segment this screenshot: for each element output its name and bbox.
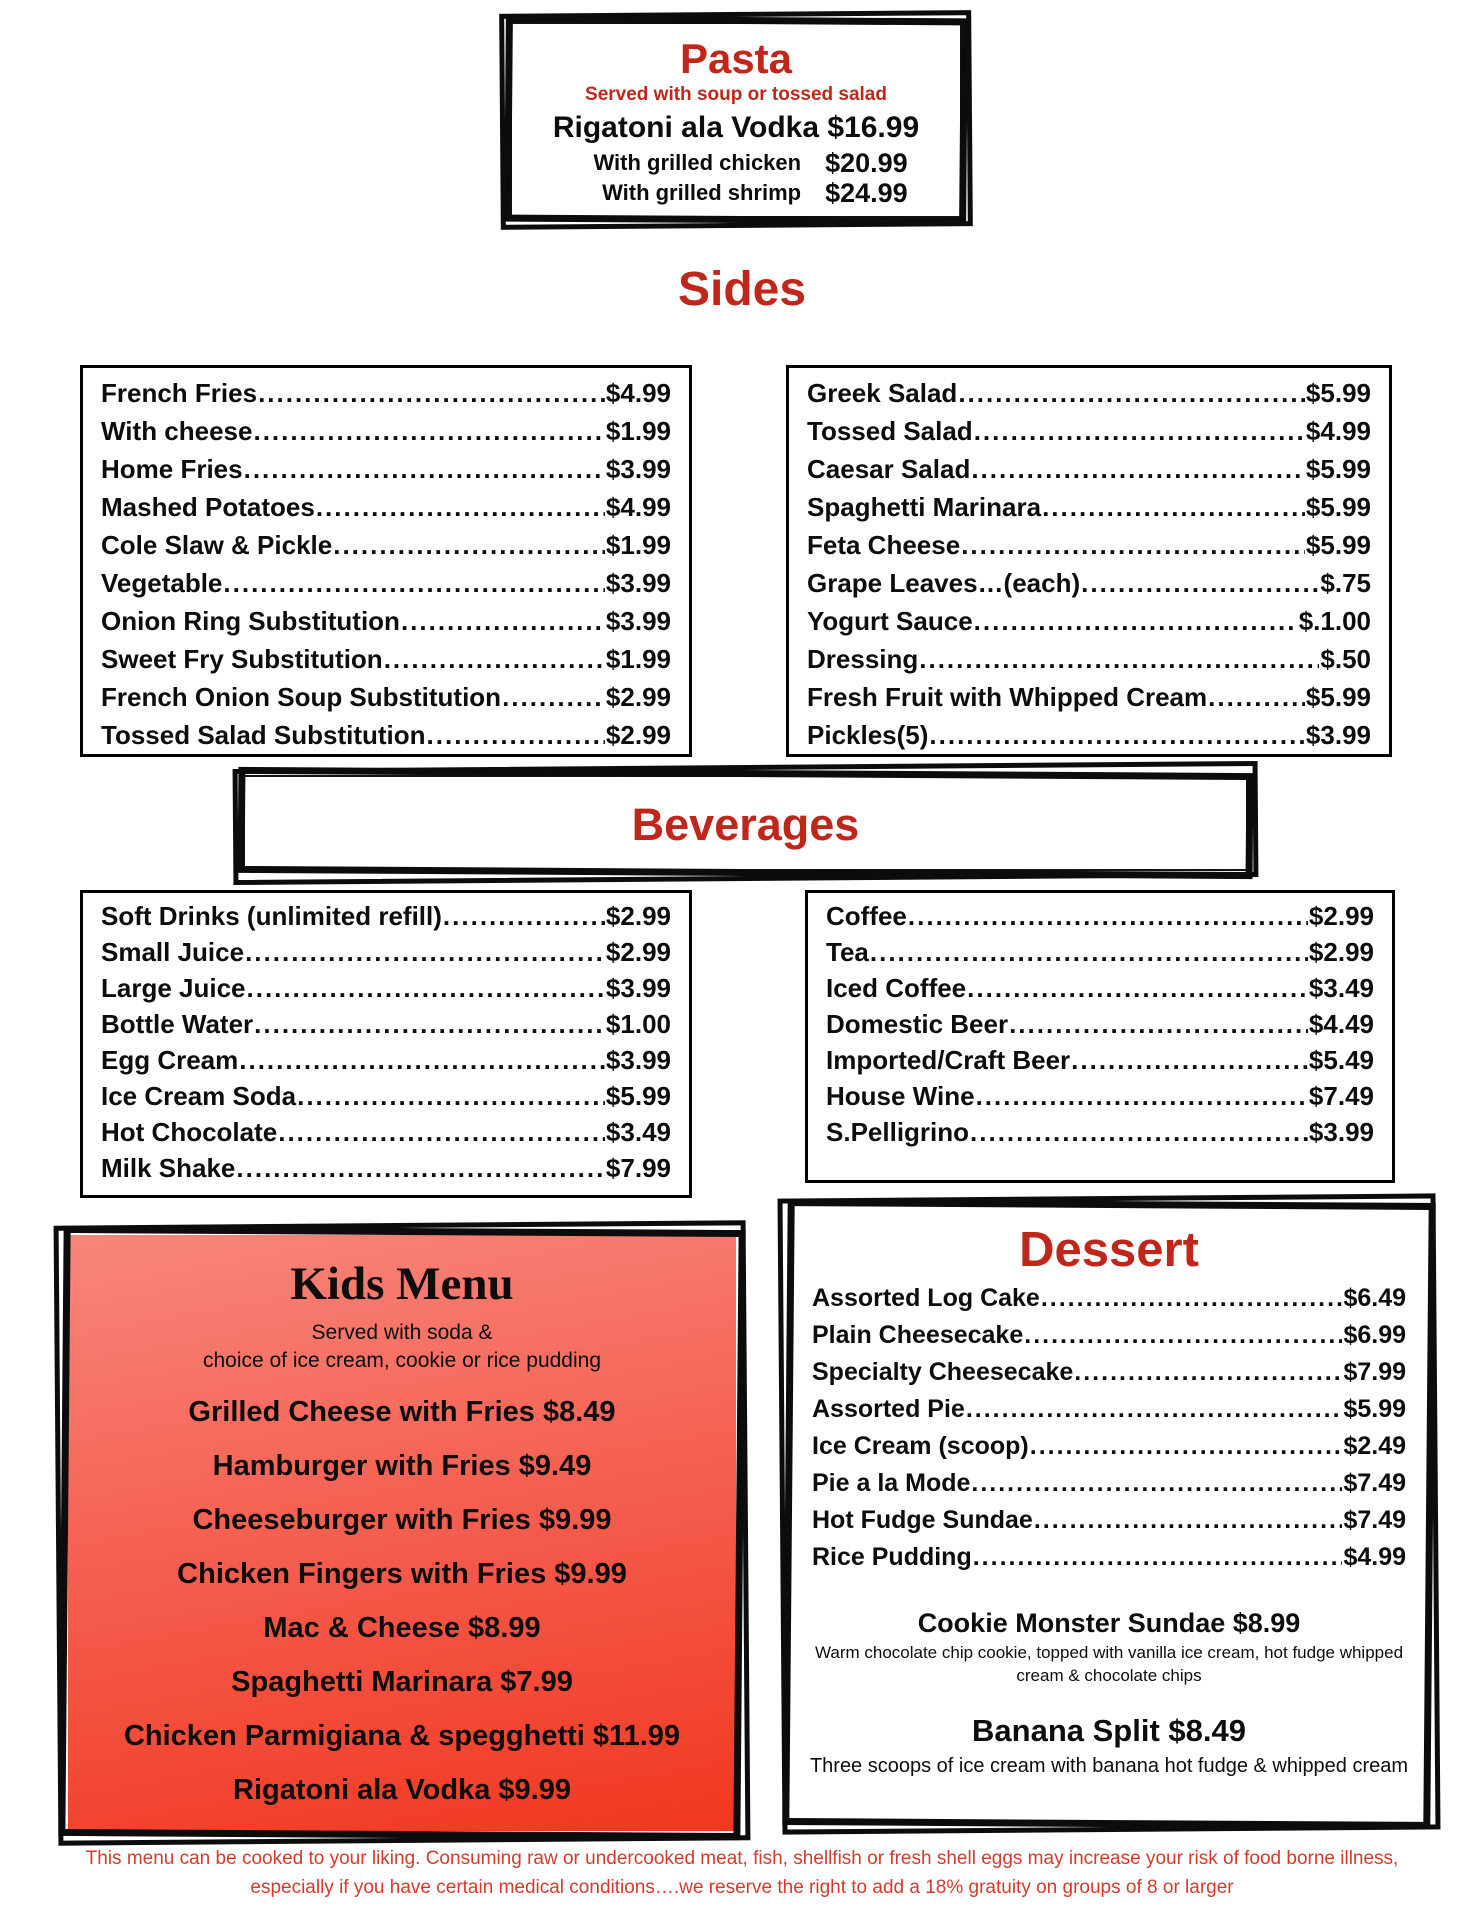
item-price: $4.99 [1343,1543,1406,1571]
dotted-leader [1024,1321,1342,1350]
item-name: Greek Salad [807,378,958,408]
item-price: $3.99 [605,568,671,598]
item-price: $7.99 [1343,1358,1406,1386]
item-price: $3.99 [605,454,671,484]
dotted-leader [1034,1506,1343,1535]
item-price: $3.99 [1308,1117,1374,1147]
item-name: House Wine [826,1081,975,1111]
pasta-option-row [512,178,960,208]
item-name: Milk Shake [101,1153,236,1183]
pasta-subtitle: Served with soup or tossed salad [585,84,887,105]
item-name: Assorted Pie [812,1395,965,1423]
item-name: Hot Chocolate [101,1117,278,1147]
kids-menu-item: Hamburger with Fries $9.49 [212,1450,592,1482]
item-name: With cheese [101,416,253,446]
pasta-option-price: $24.99 [825,178,908,208]
item-price: $2.99 [605,901,671,931]
item-price: $2.49 [1343,1432,1406,1460]
dotted-leader [1041,1284,1343,1313]
menu-item-row [807,530,1371,568]
dotted-leader [1042,492,1305,523]
dotted-leader [929,720,1305,751]
item-price: $3.49 [1308,973,1374,1003]
dotted-leader [239,1045,605,1076]
kids-menu-items [68,1385,736,1817]
item-name: Tossed Salad Substitution [101,720,426,750]
item-name: Egg Cream [101,1045,239,1075]
menu-item-row [101,378,671,416]
item-price: $4.99 [605,378,671,408]
item-name: Yogurt Sauce [807,606,973,636]
item-name: Feta Cheese [807,530,961,560]
dessert-items [792,1278,1426,1580]
item-name: Iced Coffee [826,973,967,1003]
dotted-leader [970,1117,1308,1148]
dessert-special-description: Three scoops of ice cream with banana hot fudge & whipped cream [809,1755,1409,1777]
item-name: Domestic Beer [826,1009,1009,1039]
item-price: $5.99 [1305,530,1371,560]
dotted-leader [253,416,604,447]
pasta-option-row [512,148,960,178]
item-price: $3.99 [605,1045,671,1075]
menu-item-row [807,606,1371,644]
menu-item-row [101,1117,671,1153]
menu-item-row [101,1045,671,1081]
menu-item-row [807,682,1371,720]
item-name: Plain Cheesecake [812,1321,1024,1349]
item-name: Pie a la Mode [812,1469,971,1497]
dessert-section [792,1208,1426,1820]
item-name: Assorted Log Cake [812,1284,1040,1312]
item-price: $2.99 [1308,901,1374,931]
menu-item-row [101,568,671,606]
dotted-leader [245,937,605,968]
item-name: Home Fries [101,454,243,484]
item-price: $5.99 [1305,492,1371,522]
menu-item-row [812,1284,1406,1321]
beverages-left-box [80,890,692,1198]
item-name: Onion Ring Substitution [101,606,400,636]
item-name: Hot Fudge Sundae [812,1506,1033,1534]
menu-item-row [101,1009,671,1045]
menu-item-row [101,416,671,454]
menu-item-row [101,937,671,973]
item-price: $3.99 [605,973,671,1003]
item-name: French Fries [101,378,258,408]
item-price: $5.49 [1308,1045,1374,1075]
menu-item-row [826,1081,1374,1117]
item-price: $2.99 [605,937,671,967]
menu-item-row [812,1321,1406,1358]
item-price: $2.99 [605,682,671,712]
item-price: $6.99 [1343,1321,1406,1349]
pasta-main-name: Rigatoni ala Vodka [552,111,820,144]
menu-item-row [826,937,1374,973]
menu-item-row [826,973,1374,1009]
item-price: $4.99 [605,492,671,522]
dotted-leader [258,378,605,409]
menu-item-row [826,1009,1374,1045]
dotted-leader [316,492,605,523]
dotted-leader [297,1081,605,1112]
menu-item-row [812,1358,1406,1395]
item-name: Mashed Potatoes [101,492,315,522]
kids-menu-item: Chicken Parmigiana & spegghetti $11.99 [123,1720,681,1752]
dotted-leader [919,644,1319,675]
dotted-leader [236,1153,605,1184]
item-price: $1.99 [605,416,671,446]
menu-item-row [826,1117,1374,1153]
beverages-title: Beverages [631,799,860,850]
dotted-leader [976,1081,1308,1112]
dessert-title: Dessert [1019,1223,1199,1277]
sides-right-box [786,365,1392,757]
item-name: Ice Cream Soda [101,1081,297,1111]
pasta-section [510,22,962,218]
dotted-leader [333,530,605,561]
kids-menu-item: Rigatoni ala Vodka $9.99 [233,1774,571,1806]
menu-item-row [101,720,671,758]
menu-item-row [826,1045,1374,1081]
dotted-leader [908,901,1308,932]
item-price: $5.99 [1305,378,1371,408]
item-price: $5.99 [1305,682,1371,712]
dotted-leader [971,1469,1342,1498]
menu-item-row [812,1506,1406,1543]
disclaimer-line2: especially if you have certain medical conditions….we reserve the right to add a 18% gratuity on groups of 8 or larger [250,1877,1234,1898]
pasta-main-price: $16.99 [827,111,920,144]
item-name: Bottle Water [101,1009,254,1039]
kids-menu-subtitle-line2: choice of ice cream, cookie or rice pudding [202,1349,602,1372]
item-price: $3.49 [605,1117,671,1147]
dotted-leader [961,530,1305,561]
kids-menu-section [68,1235,736,1831]
item-name: Coffee [826,901,907,931]
dotted-leader [1009,1009,1308,1040]
kids-menu-subtitle-line1: Served with soda & [311,1321,493,1344]
menu-item-row [101,454,671,492]
item-price: $4.49 [1308,1009,1374,1039]
menu-item-row [812,1469,1406,1506]
menu-item-row [807,492,1371,530]
sides-title: Sides [677,263,807,316]
kids-menu-title: Kids Menu [290,1258,514,1310]
kids-menu-item: Chicken Fingers with Fries $9.99 [177,1558,627,1590]
item-name: Fresh Fruit with Whipped Cream [807,682,1208,712]
item-price: $5.99 [605,1081,671,1111]
pasta-title: Pasta [679,35,793,82]
item-name: Small Juice [101,937,245,967]
item-price: $3.99 [605,606,671,636]
item-name: Large Juice [101,973,246,1003]
item-price: $1.99 [605,530,671,560]
dotted-leader [974,606,1298,637]
menu-item-row [101,492,671,530]
dotted-leader [1071,1045,1308,1076]
dotted-leader [244,454,605,485]
item-name: Vegetable [101,568,223,598]
kids-menu-item: Cheeseburger with Fries $9.99 [192,1504,612,1536]
item-name: Caesar Salad [807,454,971,484]
pasta-option-label: With grilled shrimp [602,180,802,205]
dotted-leader [967,973,1308,1004]
item-price: $.75 [1320,568,1371,598]
menu-item-row [812,1543,1406,1580]
pasta-main-item [512,109,960,146]
dotted-leader [870,937,1308,968]
menu-item-row [101,1081,671,1117]
dotted-leader [1208,682,1305,713]
kids-menu-item: Grilled Cheese with Fries $8.49 [188,1396,616,1428]
menu-item-row [101,682,671,720]
dotted-leader [502,682,605,713]
item-price: $2.99 [1308,937,1374,967]
dotted-leader [1030,1432,1343,1461]
dotted-leader [247,973,605,1004]
menu-item-row [807,720,1371,758]
item-name: Ice Cream (scoop) [812,1432,1029,1460]
item-name: Imported/Craft Beer [826,1045,1071,1075]
menu-item-row [101,606,671,644]
item-name: Soft Drinks (unlimited refill) [101,901,442,931]
item-name: S.Pelligrino [826,1117,970,1147]
kids-menu-item: Spaghetti Marinara $7.99 [231,1666,573,1698]
item-price: $7.49 [1343,1469,1406,1497]
item-name: French Onion Soup Substitution [101,682,502,712]
menu-item-row [812,1395,1406,1432]
item-price: $4.99 [1305,416,1371,446]
item-name: Dressing [807,644,919,674]
dotted-leader [973,1543,1343,1572]
kids-menu-subtitle [68,1319,736,1375]
pasta-options [512,148,960,208]
item-price: $6.49 [1343,1284,1406,1312]
item-price: $1.99 [605,644,671,674]
dotted-leader [958,378,1305,409]
item-price: $2.99 [605,720,671,750]
item-price: $1.00 [605,1009,671,1039]
item-price: $5.99 [1305,454,1371,484]
menu-item-row [807,454,1371,492]
disclaimer [0,1844,1484,1902]
dotted-leader [427,720,605,751]
item-price: $3.99 [1305,720,1371,750]
dotted-leader [254,1009,605,1040]
dotted-leader [223,568,605,599]
menu-item-row [101,530,671,568]
dotted-leader [966,1395,1343,1424]
menu-item-row [807,416,1371,454]
item-name: Spaghetti Marinara [807,492,1042,522]
dotted-leader [974,416,1305,447]
item-price: $7.49 [1308,1081,1374,1111]
item-price: $7.99 [605,1153,671,1183]
menu-item-row [807,378,1371,416]
menu-item-row [807,644,1371,682]
dotted-leader [971,454,1305,485]
pasta-option-price: $20.99 [825,148,908,178]
menu-item-row [101,1153,671,1189]
kids-menu-item: Mac & Cheese $8.99 [263,1612,541,1644]
item-name: Pickles(5) [807,720,929,750]
item-price: $5.99 [1343,1395,1406,1423]
dotted-leader [384,644,605,675]
beverages-banner [243,775,1248,871]
dotted-leader [278,1117,605,1148]
menu-item-row [101,644,671,682]
beverages-right-box [805,890,1395,1183]
item-price: $7.49 [1343,1506,1406,1534]
item-name: Tea [826,937,869,967]
disclaimer-line1: This menu can be cooked to your liking. Consuming raw or undercooked meat, fish, shellfish or fresh shell eggs may increase your risk of food borne illness, [85,1848,1399,1869]
item-name: Rice Pudding [812,1543,972,1571]
item-name: Specialty Cheesecake [812,1358,1074,1386]
dessert-special-name: Banana Split $8.49 [972,1713,1246,1748]
dotted-leader [443,901,605,932]
menu-item-row [826,901,1374,937]
menu-item-row [101,901,671,937]
menu-item-row [101,973,671,1009]
item-name: Sweet Fry Substitution [101,644,383,674]
pasta-option-label: With grilled chicken [593,150,802,175]
dessert-special-name: Cookie Monster Sundae $8.99 [917,1608,1301,1638]
item-name: Cole Slaw & Pickle [101,530,333,560]
dotted-leader [1081,568,1319,599]
dotted-leader [401,606,605,637]
item-price: $.50 [1320,644,1371,674]
item-name: Grape Leaves…(each) [807,568,1081,598]
item-price: $.1.00 [1298,606,1371,636]
dotted-leader [1074,1358,1342,1387]
dessert-special-description: Warm chocolate chip cookie, topped with vanilla ice cream, hot fudge whipped cream & chocolate chips [814,1643,1404,1685]
item-name: Tossed Salad [807,416,973,446]
menu-item-row [807,568,1371,606]
sides-left-box [80,365,692,757]
menu-item-row [812,1432,1406,1469]
